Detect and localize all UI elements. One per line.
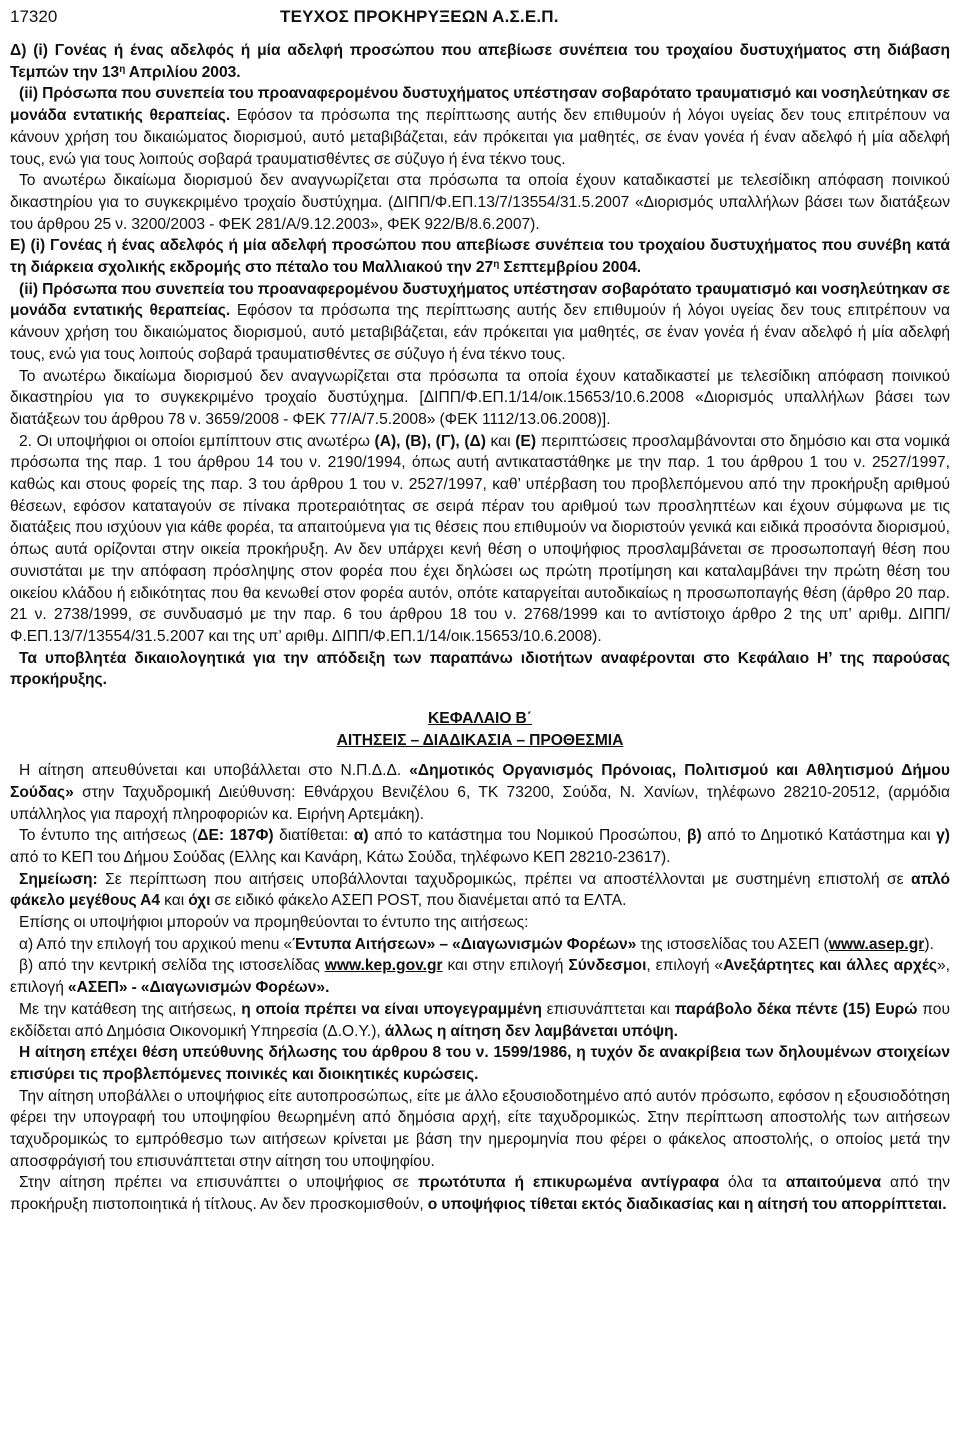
fee-paragraph: Με την κατάθεση της αιτήσεως, η οποία πρέπει να είναι υπογεγραμμένη επισυνάπτεται και παράβολο δέκα πέντε (15) Ευρώ που εκδίδεται από Δημόσια Οικονομική Υπηρεσία (Δ.Ο.Υ.), άλλως η αίτηση δεν λαμβάνεται υπόψη.: [10, 1000, 950, 1040]
section-e-exclusion: Το ανωτέρω δικαίωμα διορισμού δεν αναγνωρίζεται στα πρόσωπα τα οποία έχουν καταδικαστεί με τελεσίδικη απόφαση ποινικού δικαστηρίου για το συγκεκριμένο τροχαίο δυστύχημα. [ΔΙΠΠ/Φ.ΕΠ.1/14/οικ.15653/10.6.2008 «Διορισμός υπαλλήλων βάσει των διατάξεων του άρθρου 78 ν. 3659/2008 - ΦΕΚ 77/Α/7.5.2008» (ΦΕΚ 1112/13.06.2008)].: [10, 367, 950, 428]
section-e-i: Ε) (i) Γονέας ή ένας αδελφός ή μία αδελφή προσώπου που απεβίωσε συνέπεια του τροχαίου δυστυχήματος που συνέβη κατά τη διάρκεια σχολικής εκδρομής στο πέταλο του Μαλλιακού την $27^\eta$ Σεπτεμβρίου 2004.: [10, 237, 950, 277]
required-documents-paragraph: Στην αίτηση πρέπει να επισυνάπτει ο υποψήφιος σε πρωτότυπα ή επικυρωμένα αντίγραφα όλα τα απαιτούμενα από την προκήρυξη πιστοποιητικά ή τίτλους. Αν δεν προσκομισθούν, ο υποψήφιος τίθεται εκτός διαδικασίας και η αίτησή του απορρίπτεται.: [10, 1174, 950, 1214]
application-form-availability: Το έντυπο της αιτήσεως (ΔΕ: 187Φ) διατίθεται: α) από το κατάστημα του Νομικού Προσώπου, β) από το Δημοτικό Κατάστημα και γ) από το ΚΕΠ του Δήμου Σούδας (Ελλης και Κανάρη, Κάτω Σούδα, τηλέφωνο ΚΕΠ 28210-23617).: [10, 827, 950, 866]
section-d-i: Δ) (i) Γονέας ή ένας αδελφός ή μία αδελφή προσώπου που απεβίωσε συνέπεια του τροχαίου δυστυχήματος στη διάβαση Τεμπών την $13^\eta$ Απριλίου 2003.: [10, 42, 950, 81]
section-d-ii: (ii) Πρόσωπα που συνεπεία του προαναφερομένου δυστυχήματος υπέστησαν σοβαρότατο τραυματισμό και νοσηλεύτηκαν σε μονάδα εντατικής θεραπείας. Εφόσον τα πρόσωπα της περίπτωσης αυτής δεν επιθυμούν ή λόγοι υγείας δεν τους επιτρέπουν να κάνουν χρήση του δικαιώματος διορισμού, αυτό μεταβιβάζεται, εάν πρόκειται για μαθητές, σε έναν γονέα ή έναν αδελφό ή μία αδελφή τους, ενώ για τους λοιπούς σοβαρά τραυματισθέντες σε σύζυγο ή ένα τέκνο τους.: [10, 85, 950, 168]
form-source-asep: α) Από την επιλογή του αρχικού menu «Έντυπα Αιτήσεων» – «Διαγωνισμών Φορέων» της ιστοσελίδας του ΑΣΕΠ (www.asep.gr).: [19, 935, 934, 953]
form-source-kep: β) από την κεντρική σελίδα της ιστοσελίδας www.kep.gov.gr και στην επιλογή Σύνδεσμοι, επιλογή «Ανεξάρτητες και άλλες αρχές», επιλογή «ΑΣΕΠ» - «Διαγωνισμών Φορέων».: [10, 957, 950, 997]
page-header: [10, 6, 950, 28]
kep-link[interactable]: www.kep.gov.gr: [324, 957, 443, 975]
gazette-title: ΤΕΥΧΟΣ ΠΡΟΚΗΡΥΞΕΩΝ Α.Σ.Ε.Π.: [280, 7, 559, 26]
item-2-paragraph: 2. Οι υποψήφιοι οι οποίοι εμπίπτουν στις ανωτέρω (Α), (Β), (Γ), (Δ) και (Ε) περιπτώσεις προσλαμβάνονται στο δημόσιο και στα νομικά πρόσωπα της παρ. 1 του άρθρου 14 του ν. 2190/1994, όπως αυτή αντικαταστάθηκε με την παρ. 1 του άρθρου 1 του ν. 2527/1997, καθώς και στους φορείς της παρ. 3 του άρθρου 1 του ν. 2527/1997, καθ’ υπέρβαση του προβλεπόμενου από την προκήρυξη αριθμού θέσεων, εφόσον καταταγούν σε πίνακα προτεραιότητας σε σειρά πέραν του αριθμού των προσληπτέων και έχουν σύμφωνα με τις διατάξεις που ισχύουν για κάθε φορέα, τα απαιτούμενα για τις θέσεις που επιθυμούν να διοριστούν γενικά και ειδικά προσόντα διορισμού, όπως αυτά ορίζονται στην οικεία προκήρυξη. Αν δεν υπάρχει κενή θέση ο υποψήφιος προσλαμβάνεται σε προσωποπαγή θέση που συνιστάται με την απόφαση πρόσληψης στον φορέα που έχει δηλώσει ως πρώτη προτίμηση και καταλαμβάνει την πρώτη θέση του οικείου κλάδου ή ειδικότητας που θα κενωθεί στον φορέα αυτόν, οπότε καταργείται αυτοδικαίως η προσωποπαγής θέση (άρθρο 20 παρ. 21 ν. 2738/1999, σε συνδυασμό με την παρ. 6 του άρθρου 18 του ν. 2768/1999 και το αντίστοιχο άρθρο 2 της υπ’ αριθμ. ΔΙΠΠ/Φ.ΕΠ.13/7/13554/31.5.2007 και της υπ’ αριθμ. ΔΙΠΠ/Φ.ΕΠ.1/14/οικ.15653/10.6.2008).: [10, 432, 950, 645]
supporting-documents-note: Τα υποβλητέα δικαιολογητικά για την απόδειξη των παραπάνω ιδιοτήτων αναφέρονται στο Κεφάλαιο Η’ της παρούσας προκήρυξης.: [10, 649, 950, 689]
chapter-title: ΚΕΦΑΛΑΙΟ Β΄: [428, 710, 532, 728]
form-sources-intro: Επίσης οι υποψήφιοι μπορούν να προμηθεύονται το έντυπο της αιτήσεως:: [19, 914, 529, 932]
submission-methods-paragraph: Την αίτηση υποβάλλει ο υποψήφιος είτε αυτοπροσώπως, είτε με άλλο εξουσιοδοτημένο από αυτόν πρόσωπο, εφόσον η εξουσιοδότηση φέρει την υπογραφή του υποψηφίου θεωρημένη από δημόσια αρχή, είτε ταχυδρομικώς. Στην περίπτωση αποστολής των αιτήσεων ταχυδρομικώς το εμπρόθεσμο των αιτήσεων κρίνεται με βάση την ημερομηνία που φέρει ο φάκελος αποστολής, ο οποίος μετά την αποσφράγισή του επισυνάπτεται στην αίτηση του υποψηφίου.: [10, 1087, 950, 1170]
section-d-exclusion: Το ανωτέρω δικαίωμα διορισμού δεν αναγνωρίζεται στα πρόσωπα τα οποία έχουν καταδικαστεί με τελεσίδικη απόφαση ποινικού δικαστηρίου για το συγκεκριμένο τροχαίο δυστύχημα. (ΔΙΠΠ/Φ.ΕΠ.13/7/13554/31.5.2007 «Διορισμός υπαλλήλων βάσει των διατάξεων του άρθρου 25 ν. 3200/2003 - ΦΕΚ 281/Α/9.12.2003», ΦΕΚ 922/Β/8.6.2007).: [10, 172, 950, 233]
solemn-declaration-paragraph: Η αίτηση επέχει θέση υπεύθυνης δήλωσης του άρθρου 8 του ν. 1599/1986, η τυχόν δε ανακρίβεια των δηλουμένων στοιχείων επισύρει τις προβλεπόμενες ποινικές και διοικητικές κυρώσεις.: [10, 1044, 950, 1083]
page-number: 17320: [10, 7, 58, 26]
application-submission-paragraph: Η αίτηση απευθύνεται και υποβάλλεται στο Ν.Π.Δ.Δ. «Δημοτικός Οργανισμός Πρόνοιας, Πολιτισμού και Αθλητισμού Δήμου Σούδας» στην Ταχυδρομική Διεύθυνση: Εθνάρχου Βενιζέλου 6, ΤΚ 73200, Σούδα, Ν. Χανίων, τηλέφωνο 28210-20512, (αρμόδια υπάλληλος για παροχή πληροφοριών κα. Ειρήνη Αρτεμάκη).: [10, 762, 950, 823]
asep-link[interactable]: www.asep.gr: [828, 935, 925, 953]
section-e-ii: (ii) Πρόσωπα που συνεπεία του προαναφερομένου δυστυχήματος υπέστησαν σοβαρότατο τραυματισμό και νοσηλεύτηκαν σε μονάδα εντατικής θεραπείας. Εφόσον τα πρόσωπα της περίπτωσης αυτής δεν επιθυμούν ή λόγοι υγείας δεν τους επιτρέπουν να κάνουν χρήση του δικαιώματος διορισμού, αυτό μεταβιβάζεται, εάν πρόκειται για μαθητές, σε έναν γονέα ή έναν αδελφό ή μία αδελφή τους, ενώ για τους λοιπούς σοβαρά τραυματισθέντες σε σύζυγο ή ένα τέκνο τους.: [10, 280, 950, 363]
chapter-subtitle: ΑΙΤΗΣΕΙΣ – ΔΙΑΔΙΚΑΣΙΑ – ΠΡΟΘΕΣΜΙΑ: [336, 732, 624, 750]
postal-note: Σημείωση: Σε περίπτωση που αιτήσεις υποβάλλονται ταχυδρομικώς, πρέπει να αποστέλλονται με συστημένη επιστολή σε απλό φάκελο μεγέθους Α4 και όχι σε ειδικό φάκελο ΑΣΕΠ POST, που διανέμεται από τα ΕΛΤΑ.: [10, 870, 950, 910]
